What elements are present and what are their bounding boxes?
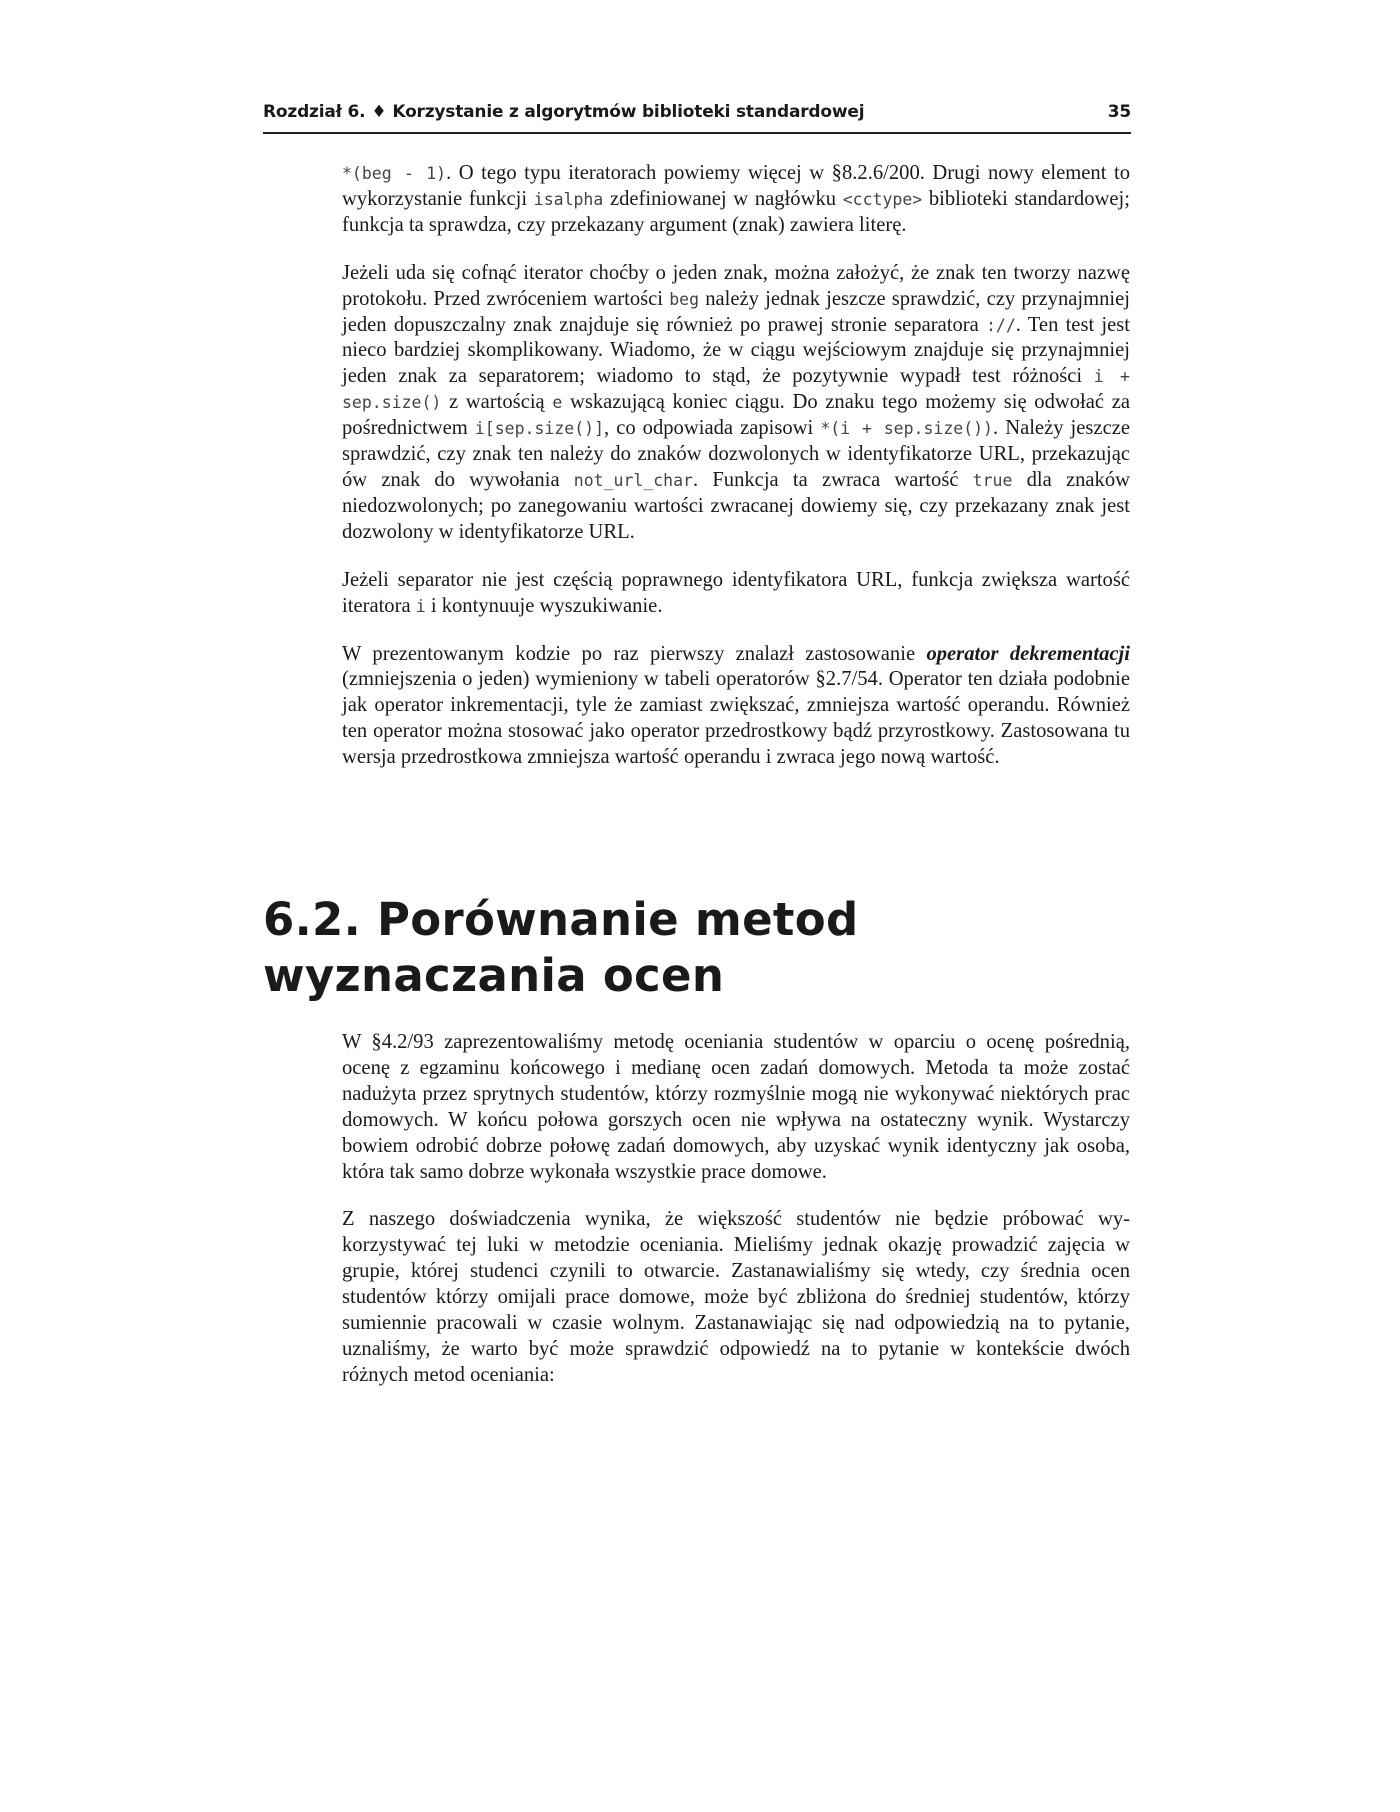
- diamond-icon: ♦: [371, 102, 387, 122]
- body-text-bottom: [342, 1030, 1130, 1411]
- text-run: , co odpowiada zapisowi: [604, 417, 821, 440]
- running-header: [263, 98, 1131, 134]
- text-run: wskazującą koniec ciągu. Do znaku tego możemy się odwołać za pośrednictwem: [342, 391, 1130, 440]
- code-snippet: <cctype>: [842, 189, 923, 209]
- section-heading-line-1: 6.2. Porównanie metod: [263, 893, 859, 946]
- text-run: (zmniejszenia o jeden) wymieniony w tabeli operatorów §2.7/54. Operator ten działa podobnie jak operator inkrementacji, tyle że zamiast zwiększać, zmniejsza wartość operandu. Również ten operator można stosować jako operator przedrostkowy bądź przyrostkowy. Zastosowana tu wersja przedrostkowa zmniejsza wartość operandu i zwraca jego nową wartość.: [342, 668, 1130, 769]
- code-snippet: *(i + sep.size()): [820, 419, 993, 439]
- paragraph-5: W §4.2/93 zaprezentowaliśmy metodę oceniania studentów w oparciu o ocenę pośrednią, ocenę z egzaminu końcowego i medianę ocen zadań domowych. Metoda ta może zostać nadużyta przez sprytnych studentów, którzy rozmyślnie mogą nie wykonywać niektórych prac domowych. W końcu połowa gorszych ocen nie wpływa na ostateczny wynik. Wystarczy bowiem odrobić dobrze połowę zadań domowych, aby uzyskać wynik identyczny jak osoba, która tak samo dobrze wykonała wszystkie prace domowe.: [342, 1031, 1130, 1183]
- text-run: dla znaków niedozwolonych; po zanegowaniu wartości zwracanej dowiemy się, czy przekazany znak jest dozwolony w identyfikatorze URL.: [342, 468, 1131, 543]
- body-text-top: [342, 161, 1130, 793]
- code-snippet: i: [415, 596, 426, 616]
- text-run: zdefiniowanej w nagłówku: [603, 187, 843, 210]
- code-snippet: beg: [669, 289, 700, 309]
- code-snippet: i[sep.size()]: [474, 419, 604, 439]
- code-snippet: isalpha: [533, 189, 604, 209]
- paragraph-6: Z naszego doświadczenia wynika, że większość studentów nie będzie próbować wykorzystywać tej luki w metodzie oceniania. Mieliśmy jednak okazję prowadzić zajęcia w grupie, której studenci czynili to otwarcie. Zastanawialiśmy się wtedy, czy średnia ocen studentów którzy omijali prace domowe, może być zbliżona do średniej studentów, którzy sumiennie pracowali w czasie wolnym. Zastanawiając się nad odpowiedzią na to pytanie, uznaliśmy, że warto być może sprawdzić odpowiedź na to pytanie w kontekście dwóch różnych metod oceniania:: [342, 1208, 1130, 1386]
- chapter-name: Korzystanie z algorytmów biblioteki standardowej: [392, 102, 865, 122]
- text-run: Jeżeli uda się cofnąć iterator choćby o jeden znak, można założyć, że znak ten tworzy nazwę protokołu. Przed zwróceniem wartości: [342, 261, 1130, 310]
- text-run: z wartością: [441, 391, 553, 414]
- code-snippet: e: [552, 393, 563, 413]
- text-run: biblioteki standardowej; funkcja ta sprawdza, czy przekazany argument (znak) zawiera literę.: [342, 187, 1130, 236]
- text-run: . O tego typu iteratorach powiemy więcej w §8.2.6/200. Drugi nowy element to wykorzystanie funkcji: [342, 162, 1130, 210]
- code-snippet: true: [972, 470, 1013, 490]
- section-heading-line-2: wyznaczania ocen: [263, 949, 725, 1002]
- text-run: W prezentowanym kodzie po raz pierwszy znalazł zastosowanie: [342, 642, 927, 665]
- text-run: i kontynuuje wyszukiwanie.: [425, 594, 663, 617]
- code-snippet: not_url_char: [573, 470, 693, 490]
- code-snippet: ://: [985, 315, 1016, 335]
- paragraph-4: [342, 642, 1130, 772]
- text-run: . Należy jeszcze sprawdzić, czy znak ten należy do znaków dozwolonych w identyfikatorze URL, przekazując ów znak do wywołania: [342, 417, 1130, 491]
- text-run: . Ten test jest nieco bardziej skomplikowany. Wiadomo, że w ciągu wejściowym znajduje się przynajmniej jeden znak za separatorem; wiadomo to stąd, że pozytywnie wypadł test różności: [342, 313, 1131, 388]
- paragraph-1: [342, 161, 1130, 239]
- text-run: . Funkcja ta zwraca wartość: [693, 468, 973, 491]
- text-run: Jeżeli separator nie jest częścią poprawnego identyfikatora URL, funkcja zwiększa wartość iteratora: [342, 568, 1130, 617]
- paragraph-3: [342, 568, 1130, 620]
- paragraph-2: [342, 261, 1130, 546]
- emphasized-term: operator dekrementacji: [926, 642, 1130, 665]
- text-run: należy jednak jeszcze sprawdzić, czy przynajmniej jeden dopuszczalny znak znajduje się również po prawej stronie separatora: [342, 287, 1130, 336]
- code-snippet: i + sep.size(): [342, 367, 1130, 413]
- chapter-label: Rozdział 6.: [263, 102, 366, 122]
- page-number: 35: [1107, 102, 1131, 122]
- chapter-title: [263, 102, 864, 122]
- code-snippet: *(beg - 1): [342, 164, 447, 183]
- section-heading: [263, 892, 1123, 1004]
